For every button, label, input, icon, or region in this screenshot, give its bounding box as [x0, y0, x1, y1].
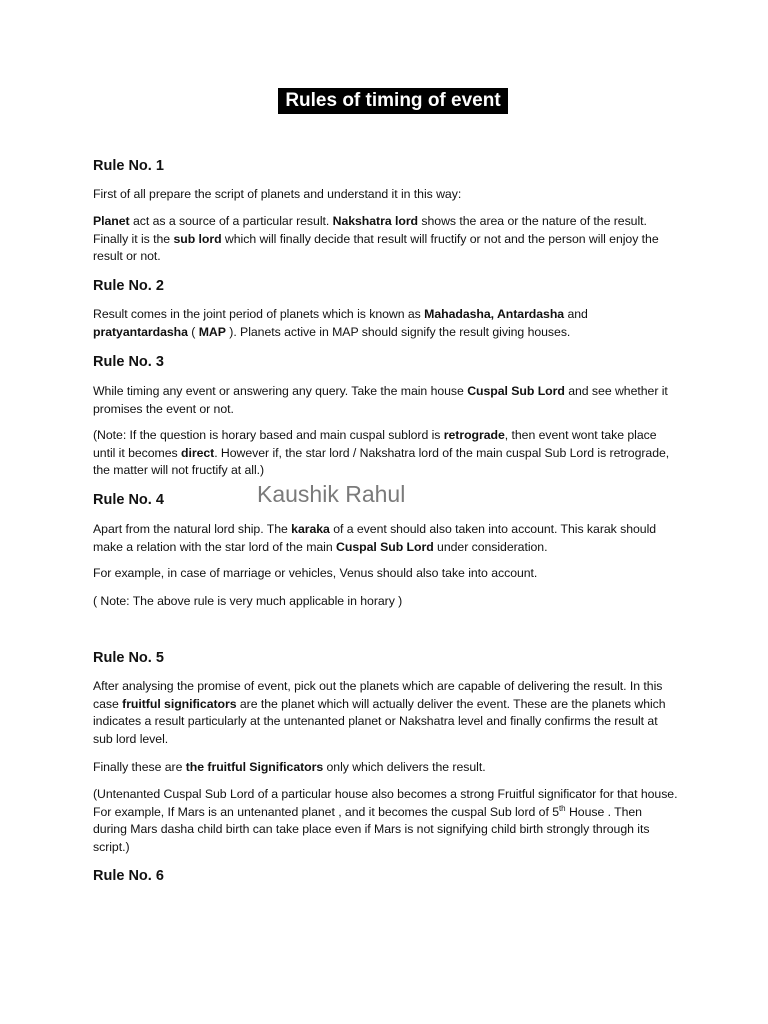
- text-run: , then event wont take place until it becomes: [93, 428, 657, 460]
- rule-5-paragraph-2: [93, 759, 678, 777]
- text-run: and: [564, 307, 588, 321]
- text-run: First of all prepare the script of planets and understand it in this way:: [93, 187, 462, 201]
- bold-text: the fruitful Significators: [185, 760, 324, 774]
- rule-4-heading: Rule No. 4: [93, 492, 164, 508]
- text-run: (Note: If the question is horary based and main cuspal sublord is: [93, 428, 444, 442]
- text-run: of a event should also taken into account. This karak should make a relation with the star lord of the main: [93, 522, 657, 554]
- bold-text: sub lord: [173, 231, 222, 246]
- bold-text: pratyantardasha: [93, 324, 188, 339]
- text-run: For example, in case of marriage or vehicles, Venus should also take into account.: [93, 566, 538, 580]
- rule-1-heading: Rule No. 1: [93, 158, 164, 174]
- author-watermark: Kaushik Rahul: [257, 481, 406, 507]
- text-run: ( Note: The above rule is very much applicable in horary ): [93, 594, 403, 608]
- rule-5-heading: Rule No. 5: [93, 650, 164, 666]
- bold-text: Cuspal Sub Lord: [467, 384, 565, 398]
- rule-6-heading: Rule No. 6: [93, 868, 164, 884]
- text-run: (Untenanted Cuspal Sub Lord of a particular house also becomes a strong Fruitful significator for that house. For example, If Mars is an untenanted planet , and it becomes the cuspal Sub lord of 5: [93, 787, 678, 819]
- rule-4-paragraph-2: [93, 565, 678, 583]
- text-run: only which delivers the result.: [323, 760, 486, 774]
- text-run: House . Then during Mars dasha child birth can take place even if Mars is not signifying child birth strongly through its script.): [93, 804, 650, 854]
- rule-2-heading: Rule No. 2: [93, 278, 164, 294]
- rule-2-paragraph-1: [93, 306, 678, 341]
- rule-1-paragraph-2: [93, 213, 678, 266]
- text-run: Apart from the natural lord ship. The: [93, 522, 292, 536]
- bold-text: karaka: [291, 522, 330, 536]
- bold-text: Cuspal Sub Lord: [336, 539, 434, 554]
- text-run: under consideration.: [433, 539, 548, 554]
- text-run: and see whether it promises the event or not.: [93, 384, 668, 416]
- bold-text: Mahadasha, Antardasha: [424, 307, 565, 321]
- text-run: . However if, the star lord / Nakshatra lord of the main cuspal Sub Lord is retrograde, the matter will not fructify at all.): [93, 445, 670, 477]
- bold-text: Nakshatra lord: [332, 214, 419, 228]
- rule-5-paragraph-1: [93, 678, 678, 748]
- bold-text: fruitful significators: [122, 696, 237, 711]
- superscript-text: th: [559, 803, 566, 813]
- page-title: Rules of timing of event: [278, 88, 508, 114]
- rule-4-paragraph-1: [93, 521, 678, 556]
- bold-text: direct: [181, 445, 215, 460]
- rule-4-note: [93, 593, 678, 611]
- text-run: (: [187, 324, 199, 339]
- bold-text: MAP: [198, 324, 226, 339]
- text-run: Result comes in the joint period of planets which is known as: [93, 307, 425, 321]
- bold-text: retrograde: [443, 428, 505, 442]
- rule-3-paragraph-1: [93, 383, 678, 418]
- text-run: ). Planets active in MAP should signify the result giving houses.: [225, 324, 571, 339]
- rule-3-note: [93, 427, 678, 480]
- text-run: act as a source of a particular result.: [129, 214, 333, 228]
- rule-5-note: [93, 786, 678, 856]
- text-run: which will finally decide that result will fructify or not and the person will enjoy the result or not.: [93, 231, 659, 263]
- text-run: shows the area or the nature of the result. Finally it is the: [93, 214, 647, 246]
- bold-text: Planet: [93, 214, 130, 228]
- text-run: Finally these are: [93, 760, 186, 774]
- text-run: are the planet which will actually deliver the event. These are the planets which indicates a result particularly at the untenanted planet or Nakshatra level and finally confirms the result at sub lord level.: [93, 696, 666, 746]
- text-run: While timing any event or answering any query. Take the main house: [93, 384, 468, 398]
- rule-3-heading: Rule No. 3: [93, 354, 164, 370]
- rule-1-paragraph-1: [93, 186, 678, 204]
- text-run: After analysing the promise of event, pick out the planets which are capable of delivering the result. In this case: [93, 679, 663, 711]
